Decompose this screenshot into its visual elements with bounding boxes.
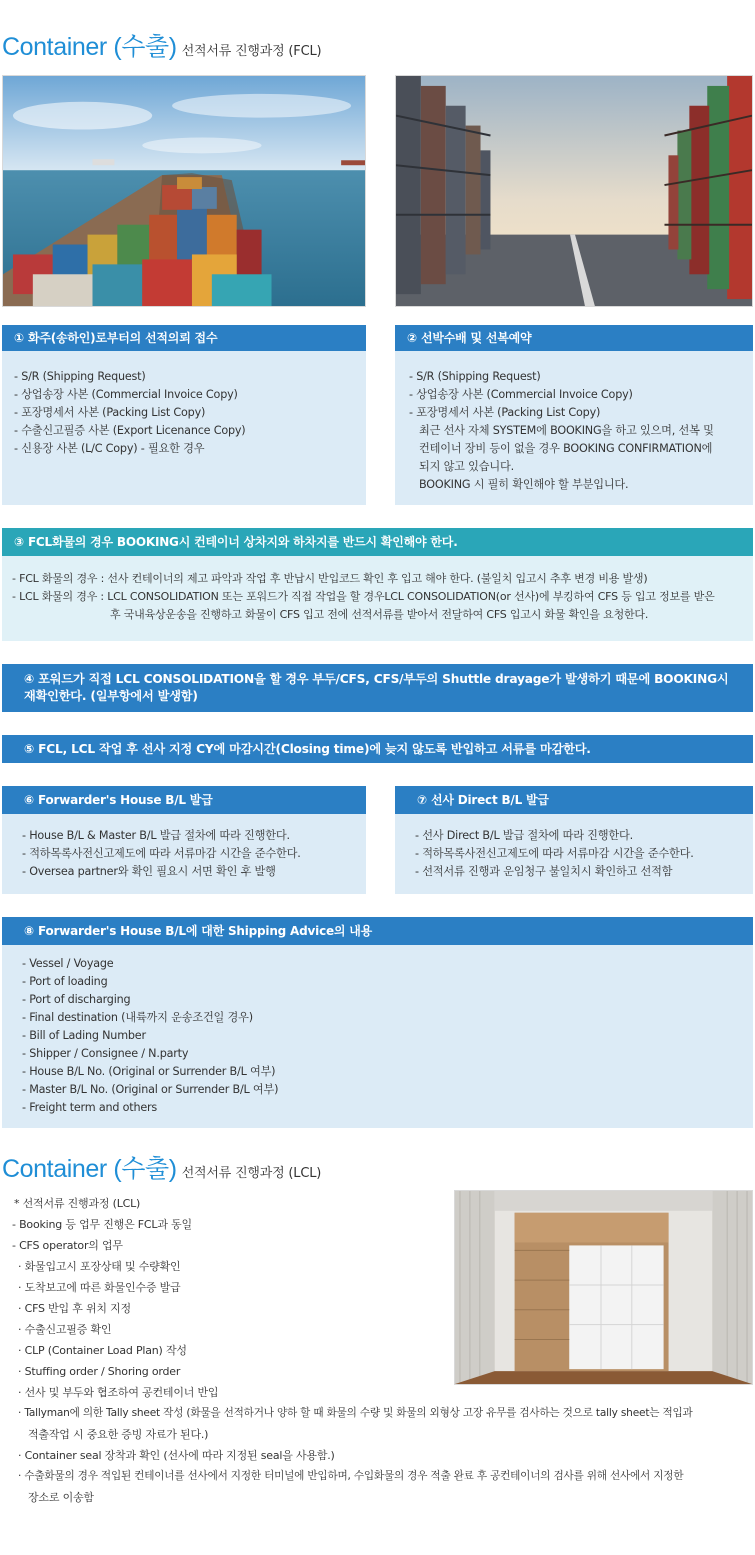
step-7-list xyxy=(395,814,753,881)
list-item: - Port of loading xyxy=(22,975,108,988)
list-note: BOOKING 시 필히 확인해야 할 부분입니다. xyxy=(419,478,629,491)
list-item: - Shipper / Consignee / N.party xyxy=(22,1047,189,1060)
list-note: 컨테이너 장비 등이 없을 경우 BOOKING CONFIRMATION에 xyxy=(419,442,713,455)
step-8-list xyxy=(2,945,753,1117)
step-8-box xyxy=(2,917,753,1128)
list-item: - 수출신고필증 사본 (Export Licenance Copy) xyxy=(14,424,246,437)
step-4-title: ④ 포워드가 직접 LCL CONSOLIDATION을 할 경우 부두/CFS, CFS/부두의 Shuttle drayage가 발생하기 때문에 BOOKING시 재확인한다. (일부항에서 발생함) xyxy=(24,672,729,703)
list-item: - 상업송장 사본 (Commercial Invoice Copy) xyxy=(409,388,633,401)
list-item: - 적하목록사전신고제도에 따라 서류마감 시간을 준수한다. xyxy=(415,847,694,860)
step-8-title: ⑧ Forwarder's House B/L에 대한 Shipping Advice의 내용 xyxy=(2,917,753,945)
list-note: 되지 않고 있습니다. xyxy=(419,460,514,473)
list-item: - Freight term and others xyxy=(22,1101,158,1114)
list-item: - Port of discharging xyxy=(22,993,131,1006)
step-1-list xyxy=(2,351,366,458)
step-7-box xyxy=(395,786,753,894)
list-item: - 포장명세서 사본 (Packing List Copy) xyxy=(409,406,601,419)
list-item: - House B/L & Master B/L 발급 절차에 따라 진행한다. xyxy=(22,829,290,842)
step-3-title: ③ FCL화물의 경우 BOOKING시 컨테이너 상차지와 하차지를 반드시 확인해야 한다. xyxy=(2,528,753,556)
list-item: · 선사 및 부두와 협조하여 공컨테이너 반입 xyxy=(18,1386,219,1399)
list-item: - CFS operator의 업무 xyxy=(12,1239,123,1252)
list-item: · 화물입고시 포장상태 및 수량확인 xyxy=(18,1260,181,1273)
list-item: · 수출신고필증 확인 xyxy=(18,1323,112,1336)
list-item: - Master B/L No. (Original or Surrender B/L 여부) xyxy=(22,1083,279,1096)
list-item: - 포장명세서 사본 (Packing List Copy) xyxy=(14,406,206,419)
step-1-title: ① 화주(송하인)로부터의 선적의뢰 접수 xyxy=(2,325,366,351)
list-item: - Oversea partner와 확인 필요시 서면 확인 후 발행 xyxy=(22,865,276,878)
list-item: - Final destination (내륙까지 운송조건일 경우) xyxy=(22,1011,253,1024)
list-item: · Tallyman에 의한 Tally sheet 작성 (화물을 선적하거나 양하 할 때 화물의 수량 및 화물의 외형상 고장 유무를 검사하는 것으로 tally sheet는 적입과 xyxy=(18,1407,693,1419)
step-5-banner xyxy=(2,735,753,763)
lcl-title-main: Container (수출) xyxy=(2,1155,177,1183)
step-4-banner xyxy=(2,664,753,712)
list-item: · Container seal 장착과 확인 (선사에 따라 지정된 seal을 사용함.) xyxy=(18,1449,335,1462)
list-item: - S/R (Shipping Request) xyxy=(409,370,541,383)
list-item: - S/R (Shipping Request) xyxy=(14,370,146,383)
lcl-title-sub: 선적서류 진행과정 (LCL) xyxy=(181,1166,322,1181)
fcl-section-title xyxy=(2,35,321,60)
list-item: · 도착보고에 따른 화물인수증 발급 xyxy=(18,1281,181,1294)
step-6-list xyxy=(2,814,366,881)
list-item: - LCL 화물의 경우 : LCL CONSOLIDATION 또는 포워드가 직접 작업을 할 경우LCL CONSOLIDATION(or 선사)에 부킹하여 CFS 등 입고 정보를 받은 xyxy=(12,590,715,603)
step-1-box xyxy=(2,325,366,505)
list-note: 최근 선사 자체 SYSTEM에 BOOKING을 하고 있으며, 선복 및 xyxy=(419,424,714,437)
fcl-title-sub: 선적서류 진행과정 (FCL) xyxy=(181,44,322,59)
step-2-title: ② 선박수배 및 선복예약 xyxy=(395,325,753,351)
step-6-title: ⑥ Forwarder's House B/L 발급 xyxy=(2,786,366,814)
list-item: - 선사 Direct B/L 발급 절차에 따라 진행한다. xyxy=(415,829,633,842)
step-3-box xyxy=(2,528,753,641)
lcl-section-title xyxy=(2,1157,321,1182)
list-item: · Stuffing order / Shoring order xyxy=(18,1365,181,1378)
list-item: · 수출화물의 경우 적입된 컨테이너를 선사에서 지정한 터미널에 반입하며, 수입화물의 경우 적출 완료 후 공컨테이너의 검사를 위해 선사에서 지정한 xyxy=(18,1470,684,1482)
list-item: - FCL 화물의 경우 : 선사 컨테이너의 제고 파악과 작업 후 반납시 반입코드 확인 후 입고 해야 한다. (불일치 입고시 추후 변경 비용 발생) xyxy=(12,572,648,585)
fcl-title-main: Container (수출) xyxy=(2,33,177,61)
list-item: - 상업송장 사본 (Commercial Invoice Copy) xyxy=(14,388,238,401)
step-6-box xyxy=(2,786,366,894)
list-item: - 선적서류 진행과 운임청구 불일치시 확인하고 선적함 xyxy=(415,865,673,878)
list-item: - 적하목록사전신고제도에 따라 서류마감 시간을 준수한다. xyxy=(22,847,301,860)
list-item: - Booking 등 업무 진행은 FCL과 동일 xyxy=(12,1218,192,1231)
step-2-list xyxy=(395,351,753,494)
list-item: 장소로 이송함 xyxy=(28,1491,94,1504)
list-item: 후 국내육상운송을 진행하고 화물이 CFS 입고 전에 선적서류를 받아서 전달하여 CFS 입고시 화물 확인을 요청한다. xyxy=(110,608,649,621)
list-item: · CLP (Container Load Plan) 작성 xyxy=(18,1344,187,1357)
step-5-title: ⑤ FCL, LCL 작업 후 선사 지정 CY에 마감시간(Closing time)에 늦지 않도록 반입하고 서류를 마감한다. xyxy=(24,742,591,756)
list-item: * 선적서류 진행과정 (LCL) xyxy=(14,1197,141,1210)
step-3-list xyxy=(2,556,753,624)
list-item: - Bill of Lading Number xyxy=(22,1029,146,1042)
container-ship-photo xyxy=(2,75,366,307)
list-item: 적출작업 시 중요한 증빙 자료가 된다.) xyxy=(28,1428,209,1441)
list-item: - 신용장 사본 (L/C Copy) - 필요한 경우 xyxy=(14,442,205,455)
list-item: - Vessel / Voyage xyxy=(22,957,114,970)
list-item: - House B/L No. (Original or Surrender B/L 여부) xyxy=(22,1065,276,1078)
lcl-process-list xyxy=(12,1193,752,1508)
container-yard-photo xyxy=(395,75,753,307)
list-item: · CFS 반입 후 위치 지정 xyxy=(18,1302,131,1315)
step-7-title: ⑦ 선사 Direct B/L 발급 xyxy=(395,786,753,814)
step-2-box xyxy=(395,325,753,505)
